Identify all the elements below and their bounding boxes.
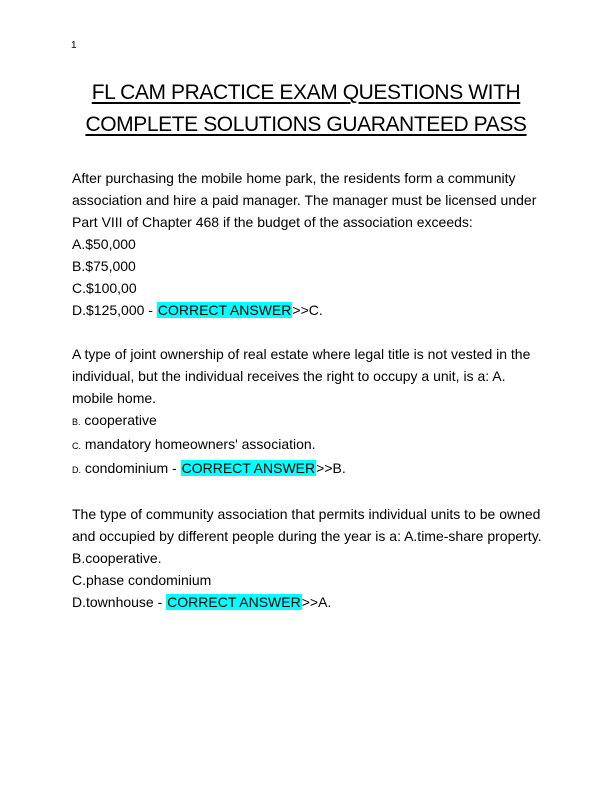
question-stem: The type of community association that permits individual units to be owned and occupied by different people during the year is a: A.time-share property. [72,506,542,544]
option-d-text: condominium - [81,460,181,476]
answer-value: >>B. [316,460,346,476]
question-1 [72,167,542,321]
option-d-letter: D. [72,465,81,475]
option-b-letter: B. [72,417,81,427]
option-c: C.$100,00 [72,280,137,296]
option-c-text: mandatory homeowners' association. [81,436,316,452]
question-3 [72,503,542,613]
answer-value: >>C. [292,302,323,318]
option-d-with-answer [72,299,542,321]
option-b: B.$75,000 [72,258,136,274]
option-c-letter: C. [72,441,81,451]
title-line-2: COMPLETE SOLUTIONS GUARANTEED PASS [85,113,527,136]
question-2 [72,343,542,481]
option-c: C.phase condominium [72,572,212,588]
answer-value: >>A. [301,594,332,610]
option-d-with-answer [72,591,542,613]
option-b: B.cooperative. [72,550,162,566]
option-d: D.$125,000 - [72,302,157,318]
option-a: A.$50,000 [72,236,136,252]
option-d: D.townhouse - [72,594,167,610]
question-list [72,167,542,635]
question-stem: A type of joint ownership of real estate where legal title is not vested in the individual, but the individual receives the right to occupy a unit, is a: A. mobile home. [72,346,531,406]
title-line-1: FL CAM PRACTICE EXAM QUESTIONS WITH [91,81,521,104]
page-number: 1 [71,40,77,51]
document-title [60,77,552,141]
correct-answer-highlight: CORRECT ANSWER [181,460,316,476]
option-c [72,433,542,457]
option-b [72,409,542,433]
correct-answer-highlight: CORRECT ANSWER [167,594,301,610]
correct-answer-highlight: CORRECT ANSWER [157,302,292,318]
option-b-text: cooperative [80,412,157,428]
question-stem: After purchasing the mobile home park, the residents form a community association and hire a paid manager. The manager must be licensed under Part VIII of Chapter 468 if the budget of the association exceeds: [72,170,537,230]
option-d-with-answer [72,457,542,481]
